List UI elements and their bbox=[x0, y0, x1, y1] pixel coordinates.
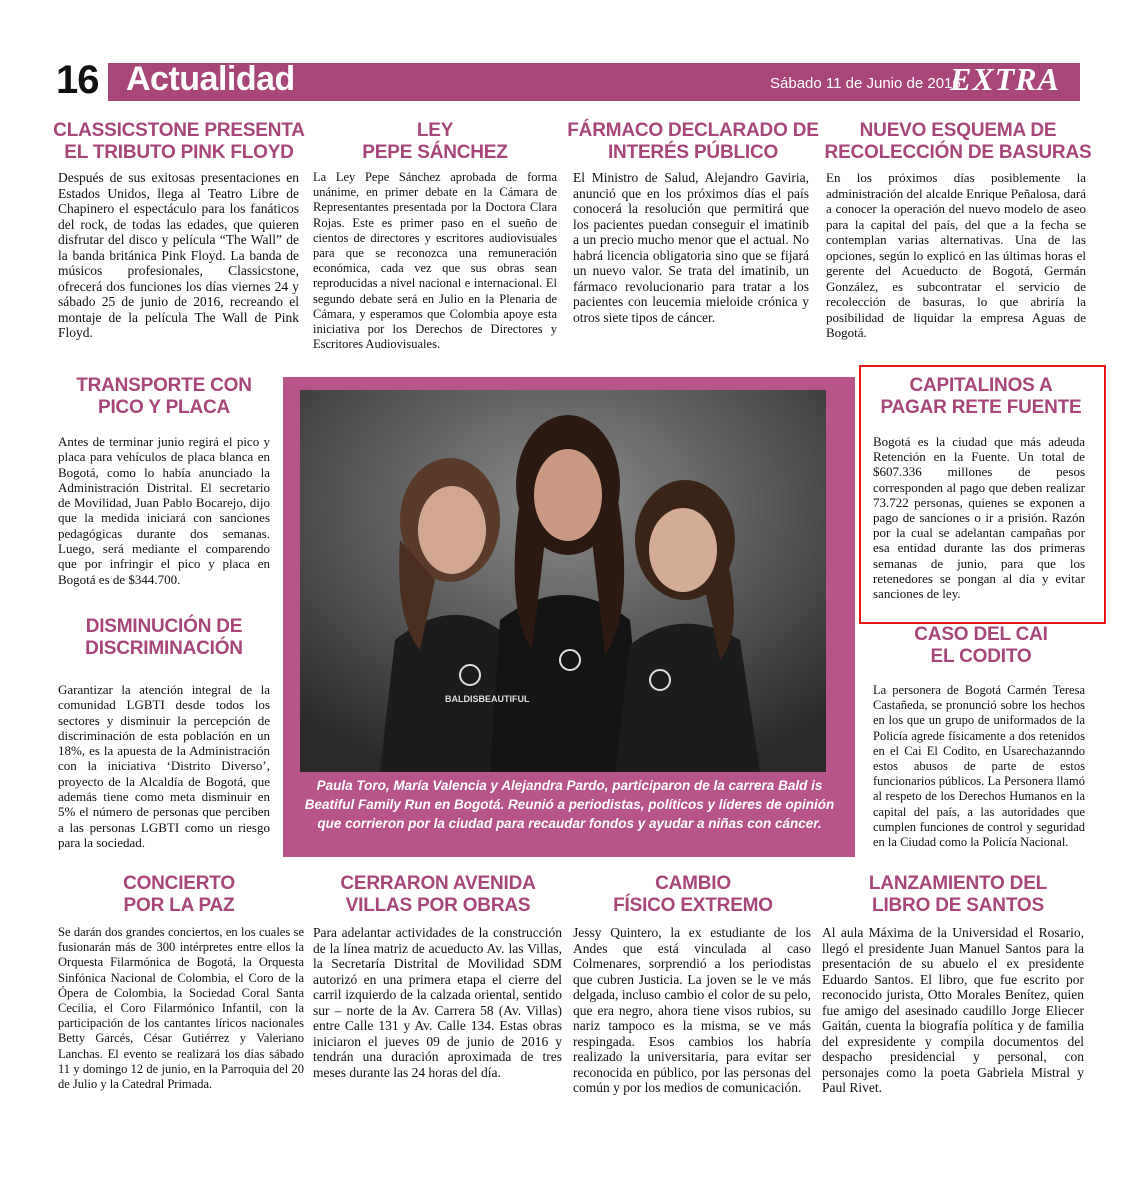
headline-esquema-basuras: NUEVO ESQUEMA DE RECOLECCIÓN DE BASURAS bbox=[824, 120, 1092, 163]
article-transporte: Antes de terminar junio regirá el pico y placa para vehículos de placa blanca en Bogotá, como lo había anunciado la Administración Distrital. El secretario de Movilidad, Juan Pablo Bocarejo, dijo que la medida iniciará con sanciones pedagógicas durante dos semanas. Luego, será mediante el comparendo que por infringir el pico y placa en Bogotá es de $344.700. bbox=[58, 434, 270, 587]
headline-cambio: CAMBIO FÍSICO EXTREMO bbox=[613, 873, 773, 916]
headline-classicstone: CLASSICSTONE PRESENTA EL TRIBUTO PINK FLOYD bbox=[53, 120, 305, 163]
article-concierto: Se darán dos grandes conciertos, en los cuales se fusionarán más de 300 intérpretes entre ellos la Orquesta Filarmónica de Bogotá, la Orquesta Sinfónica Nacional de Colombia, el Coro de la Ópera de Colombia, la Sociedad Coral Santa Cecilia, el Coro Filarmónico Infantil, con la participación de los cantantes líricos nacionales Betty Garcés, César Gutiérrez y Valeriano Lanchas. El evento se realizará los días sábado 11 y domingo 12 de junio, en la Parroquia del 20 de Julio y la Catedral Primada. bbox=[58, 925, 304, 1092]
section-name: Actualidad bbox=[126, 60, 295, 98]
page-number: 16 bbox=[56, 58, 99, 102]
headline-avenida: CERRARON AVENIDA VILLAS POR OBRAS bbox=[340, 873, 536, 916]
headline-ley-pepe-sanchez: LEY PEPE SÁNCHEZ bbox=[362, 120, 508, 163]
headline-cai-codito: CASO DEL CAI EL CODITO bbox=[914, 624, 1048, 667]
headline-discriminacion: DISMINUCIÓN DE DISCRIMINACIÓN bbox=[85, 616, 243, 659]
article-avenida: Para adelantar actividades de la construcción de la línea matriz de acueducto Av. las Villas, la Secretaría Distrital de Movilidad SDM autorizó en una primera etapa el cierre del carril izquierdo de la calzada oriental, sentido sur – norte de la Av. Carrera 58 (Av. Villas) entre Calle 131 y Av. Calle 134. Estas obras iniciaron el jueves 09 de junio de 2016 y tendrán una duración aproximada de tres meses durante las 24 horas del día. bbox=[313, 925, 562, 1080]
shirt-logo-text: BALDISBEAUTIFUL bbox=[445, 694, 530, 704]
article-esquema-basuras: En los próximos días posiblemente la administración del alcalde Enrique Peñalosa, dará a conocer la operación del nuevo modelo de aseo para la capital del país, del que a la fecha se contemplan varias alternativas. Una de las opciones, según lo explicó en las últimas horas el gerente del Acueducto de Bogotá, Germán González, es subcontratar el servicio de recolección de basuras, lo que abriría la posibilidad de liquidar la empresa Aguas de Bogotá. bbox=[826, 170, 1086, 340]
photo-runners bbox=[300, 390, 826, 772]
headline-farmaco: FÁRMACO DECLARADO DE INTERÉS PÚBLICO bbox=[567, 120, 819, 163]
article-discriminacion: Garantizar la atención integral de la comunidad LGBTI desde todos los sectores y disminuir la percepción de discriminación de esta población en un 18%, es la apuesta de la Administración con la iniciativa ‘Distrito Diverso’, proyecto de la Alcaldía de Bogotá, que además tiene como meta disminuir en 5% el número de personas que perciben a las personas LGBTI como un riesgo para la sociedad. bbox=[58, 682, 270, 850]
issue-date: Sábado 11 de Junio de 2016 bbox=[770, 75, 961, 92]
brand-logo: EXTRA bbox=[950, 61, 1060, 97]
article-libro-santos: Al aula Máxima de la Universidad el Rosario, llegó el presidente Juan Manuel Santos para la presentación de su abuelo el ex presidente Eduardo Santos. El libro, que fue escrito por reconocido jurista, Otto Morales Benítez, quien fue amigo del asesinado caudillo Jorge Eliecer Gaitán, cuenta la biografía política y de familia del expresidente y compila documentos del despacho presidencial y personal, con personajes como la poeta Gabriela Mistral y Paul Rivet. bbox=[822, 925, 1084, 1095]
photo-caption: Paula Toro, María Valencia y Alejandra Pardo, participaron de la carrera Bald is Beatiful Family Run en Bogotá. Reunió a periodistas, políticos y líderes de opinión que corrieron por la ciudad para recaudar fondos y ayudar a niñas con cáncer. bbox=[304, 778, 835, 831]
photo-illustration bbox=[300, 390, 826, 772]
article-cai-codito: La personera de Bogotá Carmén Teresa Castañeda, se pronunció sobre los hechos en los que un grupo de uniformados de la Policía agrede físicamente a dos retenidos en el Cai El Codito, en Usarechazanndo estos abusos de parte de estos funcionarios públicos. La Personera llamó al respeto de los Derechos Humanos en la capital del país, a las autoridades que cumplen funciones de control y seguridad en la Ciudad como la Policía Nacional. bbox=[873, 683, 1085, 850]
highlight-box bbox=[859, 365, 1106, 624]
article-farmaco: El Ministro de Salud, Alejandro Gaviria, anunció que en los próximos días el país conocerá la resolución que permitirá que los pacientes puedan conseguir el imatinib a un precio mucho menor que el actual. No habrá licencia obligatoria sino que se fijará un nuevo valor. Se trata del imatinib, un fármaco revolucionario para tratar a los pacientes con leucemia mieloide crónica y otros siete tipos de cáncer. bbox=[573, 170, 809, 325]
article-cambio: Jessy Quintero, la ex estudiante de los Andes que está vinculada al caso Colmenares, sorprendió a los periodistas que cubren Justicia. La joven se le ve más delgada, incluso cambio el color de su pelo, que era negro, ahora tiene visos rubios, su nariz tampoco es la misma, se ve más respingada. Esos cambios los habría realizado la universitaria, para evitar ser reconocida en público, por las personas del común y por los medios de comunicación. bbox=[573, 925, 811, 1095]
article-ley-pepe-sanchez: La Ley Pepe Sánchez aprobada de forma unánime, en primer debate en la Cámara de Representantes presentada por la Doctora Clara Rojas. Este es primer paso en el sueño de cientos de directores y escritores audiovisuales para que se reconozca una remuneración económica, cada vez que sus obras sean reproducidas a nivel nacional e internacional. El segundo debate será en Julio en la Plenaria de Cámara, y esperamos que Colombia apoye esta iniciativa por los Derechos de Directores y Escritores Audiovisuales. bbox=[313, 170, 557, 352]
headline-transporte: TRANSPORTE CON PICO Y PLACA bbox=[76, 375, 252, 418]
article-classicstone: Después de sus exitosas presentaciones en Estados Unidos, llega al Teatro Libre de Chapinero el espectáculo para los fanáticos del rock, de todas las edades, que quieren disfrutar del disco y película “The Wall” de la banda británica Pink Floyd. La banda de músicos profesionales, Classicstone, ofrecerá dos funciones los días viernes 24 y sábado 25 de junio de 2016, recreando el montaje de la película The Wall de Pink Floyd. bbox=[58, 170, 299, 340]
article-capitalinos: Bogotá es la ciudad que más adeuda Retención en la Fuente. Un total de $607.336 millones de pesos corresponden al pago que deben realizar 73.722 personas, quienes se exponen a pago de sanciones o ir a prisión. Razón por la cual se adelantan campañas por esa entidad durante las dos primeras semanas de junio, para que los retenedores se pongan al día y evitar sanciones de ley. bbox=[873, 434, 1085, 602]
headline-concierto: CONCIERTO POR LA PAZ bbox=[123, 873, 235, 916]
headline-capitalinos: CAPITALINOS A PAGAR RETE FUENTE bbox=[880, 375, 1082, 418]
headline-libro-santos: LANZAMIENTO DEL LIBRO DE SANTOS bbox=[868, 873, 1048, 916]
